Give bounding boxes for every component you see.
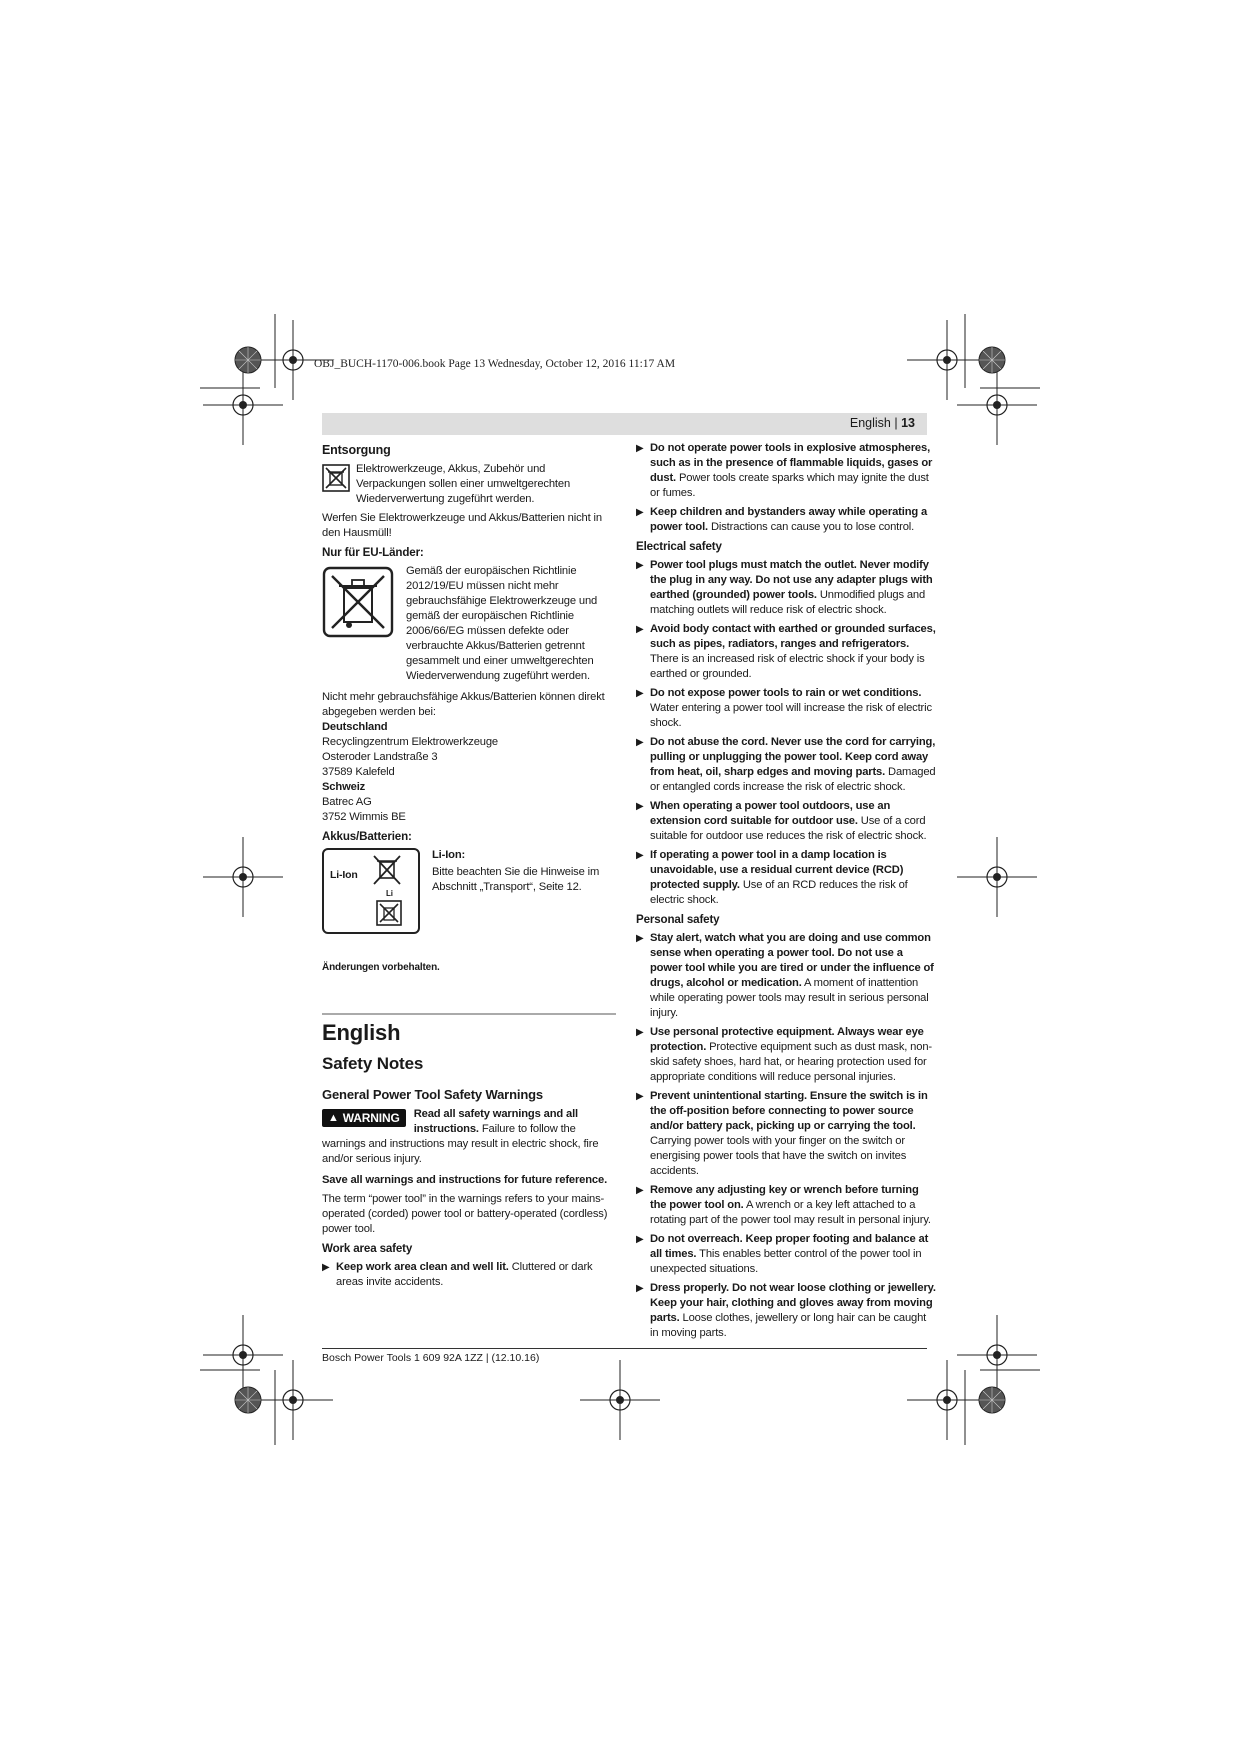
list-item xyxy=(636,505,936,535)
color-wheel-icon xyxy=(235,347,261,373)
liion-title: Li-Ion: xyxy=(432,849,466,861)
item-rest-text: Protective equipment such as dust mask, non-skid safety shoes, hard hat, or hearing protection used for appropriate conditions will reduce personal injuries. xyxy=(650,1041,932,1083)
li-small-label: Li xyxy=(386,889,393,898)
ch-line-2: 3752 Wimmis BE xyxy=(322,811,406,823)
play-bullet-icon: ▶ xyxy=(636,507,644,518)
akkus-title: Akkus/Batterien: xyxy=(322,830,412,843)
list-item xyxy=(636,1232,936,1277)
general-warnings-title: General Power Tool Safety Warnings xyxy=(322,1087,544,1102)
crosshair-registration-icon xyxy=(957,365,1037,445)
warning-paragraph xyxy=(322,1107,616,1167)
list-item xyxy=(636,848,936,908)
entsorgung-block xyxy=(322,462,616,511)
electrical-title: Electrical safety xyxy=(636,540,722,553)
list-item xyxy=(636,931,936,1021)
item-bold-text: Remove any adjusting key or wrench before turning the power tool on. xyxy=(650,1184,919,1211)
item-rest-text: Damaged or entangled cords increase the risk of electric shock. xyxy=(650,766,936,793)
hausmuell-text: Werfen Sie Elektrowerkzeuge und Akkus/Batterien nicht in den Hausmüll! xyxy=(322,512,602,539)
list-item xyxy=(636,1183,936,1228)
warning-bold-text: Read all safety warnings and all instructions. xyxy=(413,1108,579,1135)
safety-notes-title: Safety Notes xyxy=(322,1054,424,1073)
item-rest-text: Unmodified plugs and matching outlets will reduce risk of electric shock. xyxy=(650,589,926,616)
page-header-text: English | 13 xyxy=(849,416,915,430)
term-text: The term “power tool” in the warnings refers to your mains-operated (corded) power tool or battery-operated (cordless) power tool. xyxy=(322,1193,608,1235)
crossed-bin-icon xyxy=(322,566,394,638)
header-language: English xyxy=(849,416,891,430)
crosshair-registration-icon xyxy=(203,837,283,917)
entsorgung-text: Elektrowerkzeuge, Akkus, Zubehör und Verpackungen sollen einer umweltgerechten Wiederverwertung zugeführt werden. xyxy=(356,463,571,505)
de-line-1: Recyclingzentrum Elektrowerkzeuge xyxy=(322,736,498,748)
crosshair-registration-icon xyxy=(907,320,987,400)
ch-line-1: Batrec AG xyxy=(322,796,372,808)
left-column xyxy=(322,441,616,1294)
play-bullet-icon: ▶ xyxy=(322,1262,330,1273)
right-column xyxy=(636,441,936,1345)
list-item xyxy=(636,1281,936,1341)
list-item xyxy=(636,558,936,618)
list-item xyxy=(636,735,936,795)
item-rest-text: Cluttered or dark areas invite accidents. xyxy=(336,1261,593,1288)
item-rest-text: Water entering a power tool will increase the risk of electric shock. xyxy=(650,702,932,729)
de-line-3: 37589 Kalefeld xyxy=(322,766,395,778)
item-rest-text: This enables better control of the power tool in unexpected situations. xyxy=(650,1248,922,1275)
personal-title: Personal safety xyxy=(636,913,720,926)
list-item xyxy=(636,799,936,844)
item-rest-text: A moment of inattention while operating power tools may result in serious personal injury. xyxy=(650,977,929,1019)
item-bold-text: Avoid body contact with earthed or grounded surfaces, such as pipes, radiators, ranges and refrigerators. xyxy=(650,623,936,650)
item-bold-text: Prevent unintentional starting. Ensure the switch is in the off-position before connecting to power source and/or battery pack, picking up or carrying the tool. xyxy=(650,1090,928,1132)
item-bold-text: Do not abuse the cord. Never use the cord for carrying, pulling or unplugging the power tool. Keep cord away from heat, oil, sharp edges and moving parts. xyxy=(650,736,936,778)
de-line-2: Osteroder Landstraße 3 xyxy=(322,751,438,763)
list-item xyxy=(636,686,936,731)
section-rule xyxy=(322,1013,616,1015)
item-rest-text: There is an increased risk of electric shock if your body is earthed or grounded. xyxy=(650,653,925,680)
play-bullet-icon: ▶ xyxy=(636,850,644,861)
item-bold-text: Stay alert, watch what you are doing and use common sense when operating a power tool. Do not use a power tool while you are tired or under the influence of drugs, alcohol or medication. xyxy=(650,932,934,989)
item-rest-text: Power tools create sparks which may ignite the dust or fumes. xyxy=(650,472,929,499)
play-bullet-icon: ▶ xyxy=(636,1283,644,1294)
page-header-bar xyxy=(322,413,927,435)
item-rest-text: Use of an RCD reduces the risk of electric shock. xyxy=(650,879,908,906)
crossed-bin-icon xyxy=(322,464,350,492)
work-area-title: Work area safety xyxy=(322,1242,413,1255)
entsorgung-title: Entsorgung xyxy=(322,443,391,457)
liion-info xyxy=(432,848,616,934)
play-bullet-icon: ▶ xyxy=(636,1091,644,1102)
item-bold-text: Use personal protective equipment. Always wear eye protection. xyxy=(650,1026,924,1053)
footer-rule xyxy=(322,1348,927,1349)
de-title: Deutschland xyxy=(322,721,388,733)
play-bullet-icon: ▶ xyxy=(636,688,644,699)
crosshair-registration-icon xyxy=(957,1315,1037,1395)
list-item xyxy=(636,441,936,501)
crosshair-registration-icon xyxy=(580,1360,660,1440)
crosshair-registration-icon xyxy=(253,1360,333,1440)
crosshair-registration-icon xyxy=(907,1360,987,1440)
save-all-text: Save all warnings and instructions for future reference. xyxy=(322,1174,608,1186)
item-bold-text: Do not expose power tools to rain or wet conditions. xyxy=(650,687,922,699)
ch-title: Schweiz xyxy=(322,781,366,793)
warning-badge-text: WARNING xyxy=(342,1110,400,1125)
color-wheel-icon xyxy=(979,347,1005,373)
play-bullet-icon: ▶ xyxy=(636,801,644,812)
liion-text: Bitte beachten Sie die Hinweise im Abschnitt „Transport“, Seite 12. xyxy=(432,866,600,893)
item-bold-text: Keep work area clean and well lit. xyxy=(336,1261,509,1273)
color-wheel-icon xyxy=(979,1387,1005,1413)
crossed-bin-icon xyxy=(376,900,402,926)
item-bold-text: Power tool plugs must match the outlet. Never modify the plug in any way. Do not use any adapter plugs with earthed (grounded) power tools. xyxy=(650,559,933,601)
aenderungen-text: Änderungen vorbehalten. xyxy=(322,962,440,973)
english-title: English xyxy=(322,1020,401,1045)
page-number: 13 xyxy=(901,416,915,430)
item-bold-text: Do not overreach. Keep proper footing and balance at all times. xyxy=(650,1233,929,1260)
item-rest-text: Use of a cord suitable for outdoor use reduces the risk of electric shock. xyxy=(650,815,927,842)
item-bold-text: If operating a power tool in a damp location is unavoidable, use a residual current device (RCD) protected supply. xyxy=(650,849,904,891)
item-bold-text: Keep children and bystanders away while operating a power tool. xyxy=(650,506,928,533)
crosshair-registration-icon xyxy=(203,365,283,445)
item-bold-text: Dress properly. Do not wear loose clothing or jewellery. Keep your hair, clothing and gloves away from moving parts. xyxy=(650,1282,936,1324)
list-item xyxy=(636,1025,936,1085)
play-bullet-icon: ▶ xyxy=(636,1027,644,1038)
liion-label: Li-Ion xyxy=(330,869,358,881)
play-bullet-icon: ▶ xyxy=(636,737,644,748)
warning-badge xyxy=(322,1109,406,1127)
footer-text: Bosch Power Tools 1 609 92A 1ZZ | (12.10.16) xyxy=(322,1352,540,1364)
item-rest-text: Distractions can cause you to lose control. xyxy=(708,521,915,533)
crosshair-registration-icon xyxy=(203,1315,283,1395)
print-info: OBJ_BUCH-1170-006.book Page 13 Wednesday, October 12, 2016 11:17 AM xyxy=(314,358,676,370)
color-wheel-icon xyxy=(235,1387,261,1413)
list-item xyxy=(636,1089,936,1179)
eu-text: Gemäß der europäischen Richtlinie 2012/19/EU müssen nicht mehr gebrauchsfähige Elektrowerkzeuge und gemäß der europäischen Richtlinie 2006/66/EG müssen defekte oder verbrauchte Akkus/Batterien getrennt gesammelt und einer umweltgerechten Wiederverwendung zugeführt werden. xyxy=(406,565,598,682)
list-item xyxy=(322,1260,616,1290)
item-rest-text: Loose clothes, jewellery or long hair can be caught in moving parts. xyxy=(650,1312,927,1339)
liion-symbol xyxy=(322,848,420,934)
play-bullet-icon: ▶ xyxy=(636,624,644,635)
nicht-mehr-text: Nicht mehr gebrauchsfähige Akkus/Batterien können direkt abgegeben werden bei: xyxy=(322,691,605,718)
item-rest-text: Carrying power tools with your finger on the switch or energising power tools that have the switch on invites accidents. xyxy=(650,1135,907,1177)
list-item xyxy=(636,622,936,682)
crosshair-registration-icon xyxy=(957,837,1037,917)
item-bold-text: Do not operate power tools in explosive atmospheres, such as in the presence of flammable liquids, gases or dust. xyxy=(650,442,933,484)
eu-block xyxy=(322,564,616,690)
play-bullet-icon: ▶ xyxy=(636,443,644,454)
item-bold-text: When operating a power tool outdoors, use an extension cord suitable for outdoor use. xyxy=(650,800,891,827)
play-bullet-icon: ▶ xyxy=(636,1185,644,1196)
crossed-bin-icon xyxy=(372,854,402,886)
eu-title: Nur für EU-Länder: xyxy=(322,546,424,559)
play-bullet-icon: ▶ xyxy=(636,560,644,571)
play-bullet-icon: ▶ xyxy=(636,933,644,944)
play-bullet-icon: ▶ xyxy=(636,1234,644,1245)
warning-triangle-icon: ▲ xyxy=(328,1111,339,1124)
warning-rest-text: Failure to follow the warnings and instructions may result in electric shock, fire and/or serious injury. xyxy=(322,1123,599,1165)
item-rest-text: A wrench or a key left attached to a rotating part of the power tool may result in personal injury. xyxy=(650,1199,931,1226)
liion-block xyxy=(322,848,616,934)
